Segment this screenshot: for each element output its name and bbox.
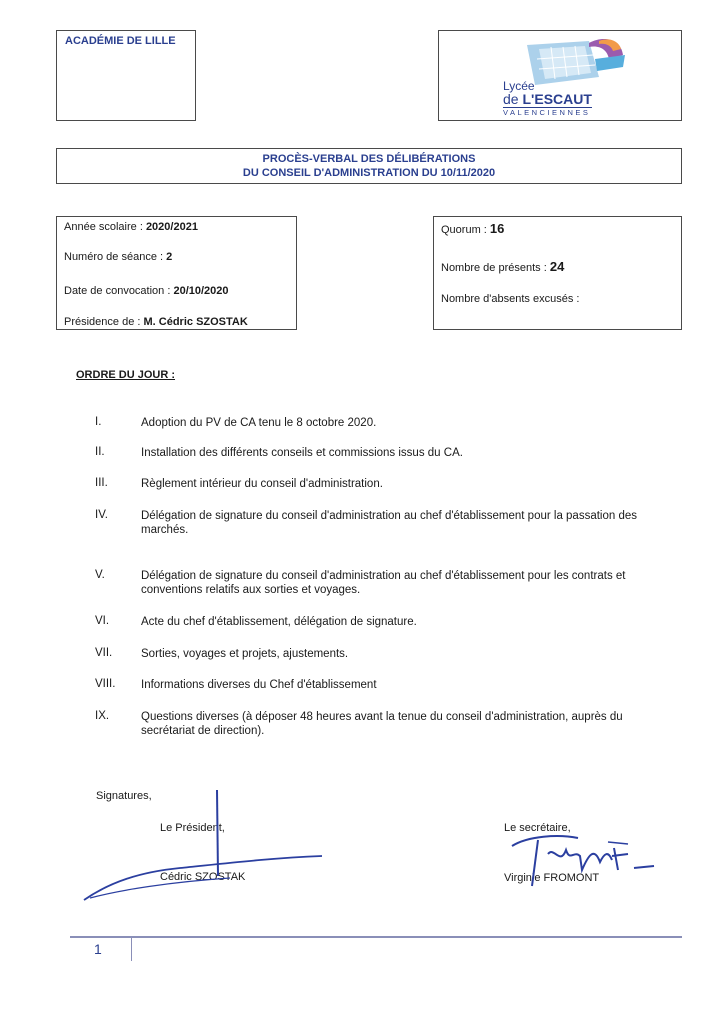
convocation-label: Date de convocation : xyxy=(64,285,174,297)
agenda-text: Délégation de signature du conseil d'administration au chef d'établissement pour la passation des marchés. xyxy=(141,510,638,536)
title-line-2: DU CONSEIL D'ADMINISTRATION DU 10/11/2020 xyxy=(242,167,496,179)
agenda-text: Règlement intérieur du conseil d'administration. xyxy=(141,478,383,490)
agenda-num: VI. xyxy=(95,615,110,627)
logo-escaut-name: L'ESCAUT xyxy=(522,91,592,107)
presents-label: Nombre de présents : xyxy=(441,262,550,274)
quorum-value: 16 xyxy=(489,221,505,236)
presidence-label: Présidence de : xyxy=(64,316,144,328)
convocation-row xyxy=(64,285,229,297)
presents-row xyxy=(441,259,564,274)
logo-de: de xyxy=(503,91,523,107)
logo-lycee: Lycée xyxy=(503,79,535,93)
logo-escaut xyxy=(503,92,592,106)
seance-value: 2 xyxy=(166,251,173,263)
agenda-num: IV. xyxy=(95,509,109,521)
quorum-label: Quorum : xyxy=(441,224,490,236)
seance-row xyxy=(64,251,172,263)
agenda-text: Installation des différents conseils et commissions issus du CA. xyxy=(141,447,463,459)
title-line-1: PROCÈS-VERBAL DES DÉLIBÉRATIONS xyxy=(262,153,476,165)
agenda-num: IX. xyxy=(95,710,110,722)
footer-rule xyxy=(70,936,682,938)
absents-row xyxy=(441,293,579,305)
logo-valenciennes: VALENCIENNES xyxy=(503,108,591,117)
presidence-value: M. Cédric SZOSTAK xyxy=(143,316,248,328)
logo-text xyxy=(503,81,592,117)
agenda-num: II. xyxy=(95,446,105,458)
secretaire-signature xyxy=(508,826,668,892)
ordre-du-jour-heading: ORDRE DU JOUR : xyxy=(76,369,176,381)
agenda-num: V. xyxy=(95,569,105,581)
secretaire-title: Le secrétaire, xyxy=(504,822,571,834)
annee-row xyxy=(64,221,198,233)
info-left-box xyxy=(56,216,297,330)
logo-box xyxy=(438,30,682,121)
seance-label: Numéro de séance : xyxy=(64,251,167,263)
secretaire-name: Virginie FROMONT xyxy=(504,872,600,884)
quorum-row xyxy=(441,221,504,236)
presents-value: 24 xyxy=(549,259,565,274)
convocation-value: 20/10/2020 xyxy=(173,285,229,297)
president-signature xyxy=(80,786,330,906)
footer-divider xyxy=(131,937,132,961)
agenda-text: Acte du chef d'établissement, délégation de signature. xyxy=(141,616,417,628)
annee-label: Année scolaire : xyxy=(64,221,146,233)
agenda-text: Sorties, voyages et projets, ajustements. xyxy=(141,648,349,660)
agenda-text: Informations diverses du Chef d'établissement xyxy=(141,679,377,691)
agenda-num: VIII. xyxy=(95,678,116,690)
agenda-text: Questions diverses (à déposer 48 heures avant la tenue du conseil d'administration, auprès du secrétariat de direction). xyxy=(141,711,623,737)
signatures-heading: Signatures, xyxy=(96,790,152,802)
presidence-row xyxy=(64,316,248,328)
president-title: Le Président, xyxy=(160,822,225,834)
agenda-num: III. xyxy=(95,477,108,489)
president-name: Cédric SZOSTAK xyxy=(160,871,246,883)
agenda-text: Adoption du PV de CA tenu le 8 octobre 2020. xyxy=(141,417,377,429)
academie-box xyxy=(56,30,196,121)
title-box xyxy=(56,148,682,184)
agenda-text: Délégation de signature du conseil d'administration au chef d'établissement pour les contrats et conventions relatifs aux sorties et voyages. xyxy=(141,570,626,596)
academie-label: ACADÉMIE DE LILLE xyxy=(65,35,176,47)
page-number: 1 xyxy=(94,941,102,957)
absents-label: Nombre d'absents excusés : xyxy=(441,293,580,305)
agenda-num: I. xyxy=(95,416,102,428)
info-right-box xyxy=(433,216,682,330)
annee-value: 2020/2021 xyxy=(145,221,198,233)
agenda-num: VII. xyxy=(95,647,113,659)
